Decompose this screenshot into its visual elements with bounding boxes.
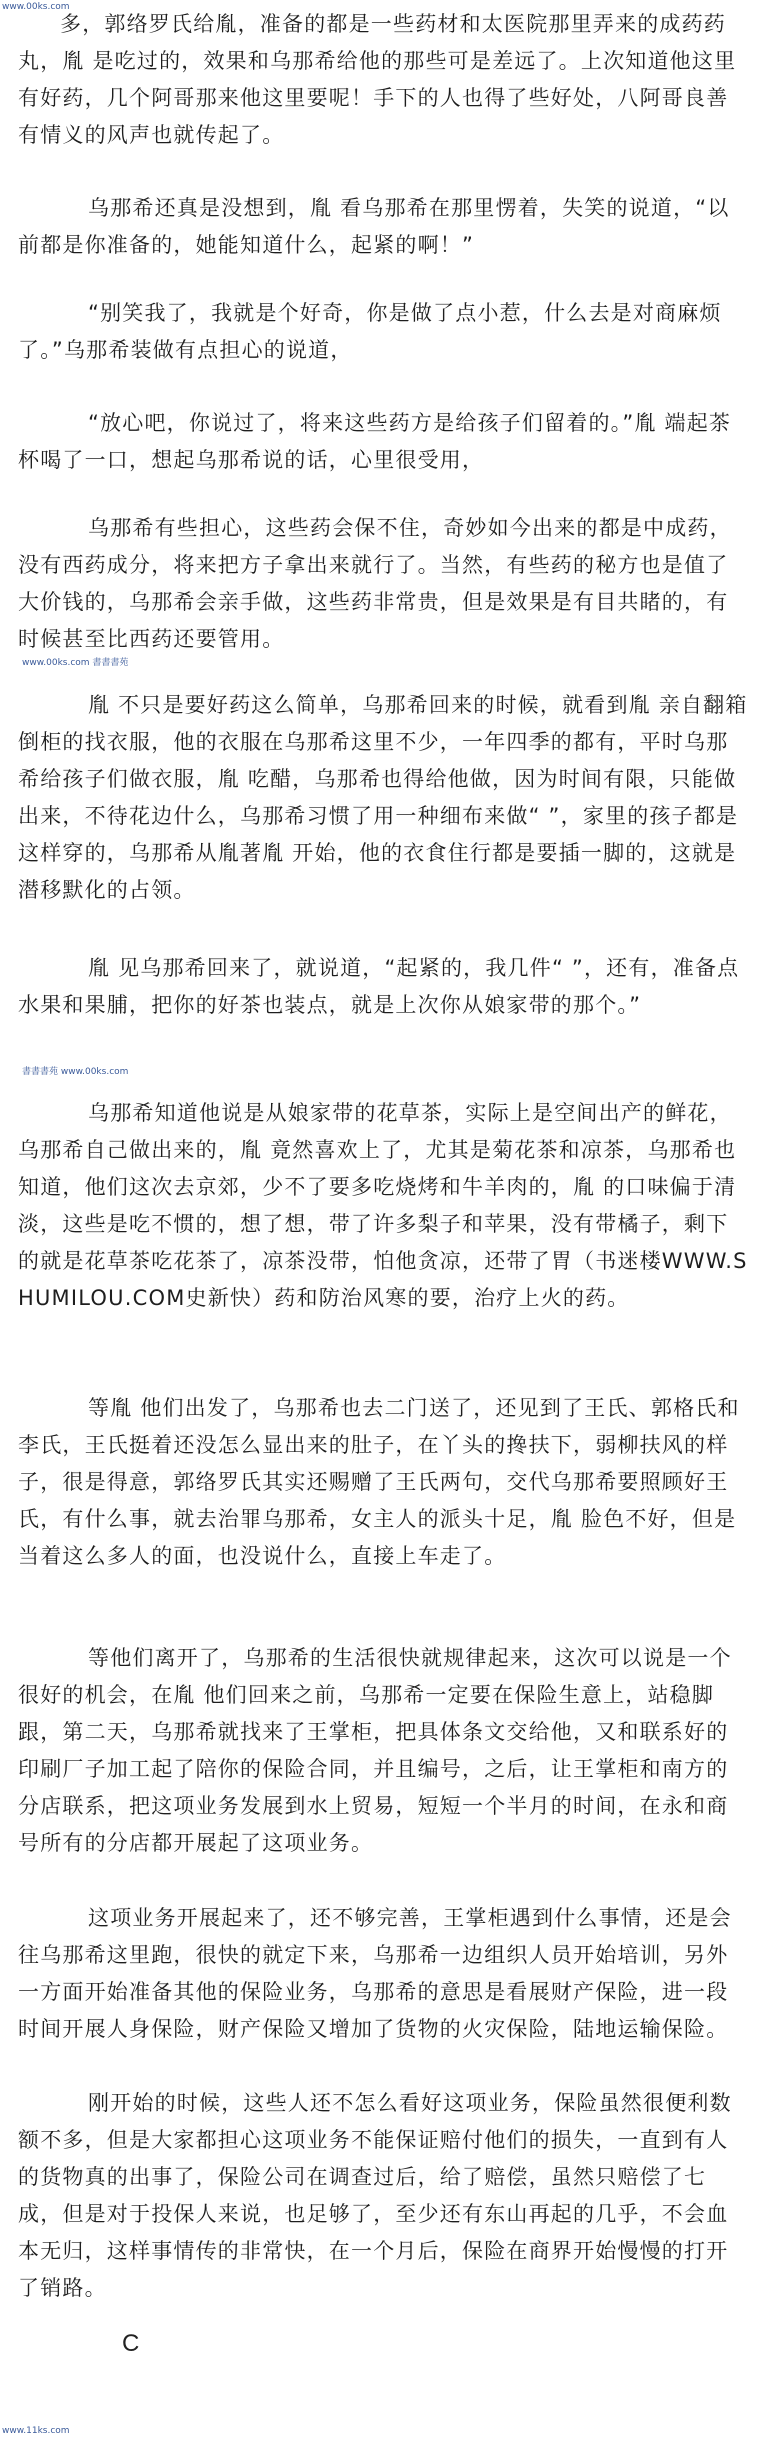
watermark-mid-1: www.00ks.com 書書書苑 xyxy=(22,658,129,668)
paragraph-9: 等胤 他们出发了，乌那希也去二门送了，还见到了王氏、郭格氏和李氏，王氏挺着还没怎么显出来的肚子，在丫头的搀扶下，弱柳扶风的样子，很是得意，郭络罗氏其实还赐赠了王氏两句，交代乌那希要照顾好王氏，有什么事，就去治罪乌那希，女主人的派头十足，胤 脸色不好，但是当着这么多人的面，也没说什么，直接上车走了。 xyxy=(18,1396,740,1568)
paragraph-1: 多，郭络罗氏给胤，准备的都是一些药材和太医院那里弄来的成药药丸，胤 是吃过的，效果和乌那希给他的那些可是差远了。上次知道他这里有好药，几个阿哥那来他这里要呢！手下的人也得了些好处，八阿哥良善有情义的风声也就传起了。 xyxy=(18,12,737,147)
paragraph-8: 乌那希知道他说是从娘家带的花草茶，实际上是空间出产的鲜花，乌那希自己做出来的，胤 竟然喜欢上了，尤其是菊花茶和凉茶，乌那希也知道，他们这次去京郊，少不了要多吃烧烤和牛羊肉的，胤 的口味偏于清淡，这些是吃不惯的，想了想，带了许多梨子和苹果，没有带橘子，剩下的就是花草茶吃花茶了，凉茶没带，怕他贪凉，还带了胃（书迷楼WWW.SHUMILOU.COM史新快）药和防治风寒的要，治疗上火的药。 xyxy=(18,1101,748,1310)
paragraph-3: “别笑我了，我就是个好奇，你是做了点小惹，什么去是对商麻烦了。”乌那希装做有点担心的说道， xyxy=(18,301,722,362)
watermark-top: www.00ks.com xyxy=(2,2,70,12)
paragraph-2: 乌那希还真是没想到，胤 看乌那希在那里愣着，失笑的说道，“以前都是你准备的，她能知道什么，起紧的啊！” xyxy=(18,196,730,257)
paragraph-5: 乌那希有些担心，这些药会保不住，奇妙如今出来的都是中成药，没有西药成分，将来把方子拿出来就行了。当然，有些药的秘方也是值了大价钱的，乌那希会亲手做，这些药非常贵，但是效果是有目共睹的，有时候甚至比西药还要管用。 xyxy=(18,516,732,651)
paragraph-7: 胤 见乌那希回来了，就说道，“起紧的，我几件“ ”，还有，准备点水果和果脯，把你的好茶也装点，就是上次你从娘家带的那个。” xyxy=(18,956,740,1017)
paragraph-4: “放心吧，你说过了，将来这些药方是给孩子们留着的。”胤 端起茶杯喝了一口，想起乌那希说的话，心里很受用， xyxy=(18,411,732,472)
paragraph-11: 这项业务开展起来了，还不够完善，王掌柜遇到什么事情，还是会往乌那希这里跑，很快的就定下来，乌那希一边组织人员开始培训，另外一方面开始准备其他的保险业务，乌那希的意思是看展财产保险，进一段时间开展人身保险，财产保险又增加了货物的火灾保险，陆地运输保险。 xyxy=(18,1906,732,2041)
paragraph-6: 胤 不只是要好药这么简单，乌那希回来的时候，就看到胤 亲自翻箱倒柜的找衣服，他的衣服在乌那希这里不少，一年四季的都有，平时乌那希给孩子们做衣服，胤 吃醋，乌那希也得给他做，因为时间有限，只能做出来，不待花边什么，乌那希习惯了用一种细布来做“ ”，家里的孩子都是这样穿的，乌那希从胤著胤 开始，他的衣食住行都是要插一脚的，这就是潜移默化的占领。 xyxy=(18,693,748,902)
paragraph-12: 刚开始的时候，这些人还不怎么看好这项业务，保险虽然很便利数额不多，但是大家都担心这项业务不能保证赔付他们的损失，一直到有人的货物真的出事了，保险公司在调查过后，给了赔偿，虽然只赔偿了七成，但是对于投保人来说，也足够了，至少还有东山再起的几乎，不会血本无归，这样事情传的非常快，在一个月后，保险在商界开始慢慢的打开了销路。 xyxy=(18,2091,732,2300)
watermark-bottom: www.11ks.com xyxy=(2,2426,70,2436)
end-mark: C xyxy=(122,2330,140,2357)
watermark-mid-2: 書書書苑 www.00ks.com xyxy=(22,1067,129,1077)
paragraph-10: 等他们离开了，乌那希的生活很快就规律起来，这次可以说是一个很好的机会，在胤 他们回来之前，乌那希一定要在保险生意上，站稳脚跟，第二天，乌那希就找来了王掌柜，把具体条文交给他，又和联系好的印刷厂子加工起了陪你的保险合同，并且编号，之后，让王掌柜和南方的分店联系，把这项业务发展到水上贸易，短短一个半月的时间，在永和商号所有的分店都开展起了这项业务。 xyxy=(18,1646,732,1855)
